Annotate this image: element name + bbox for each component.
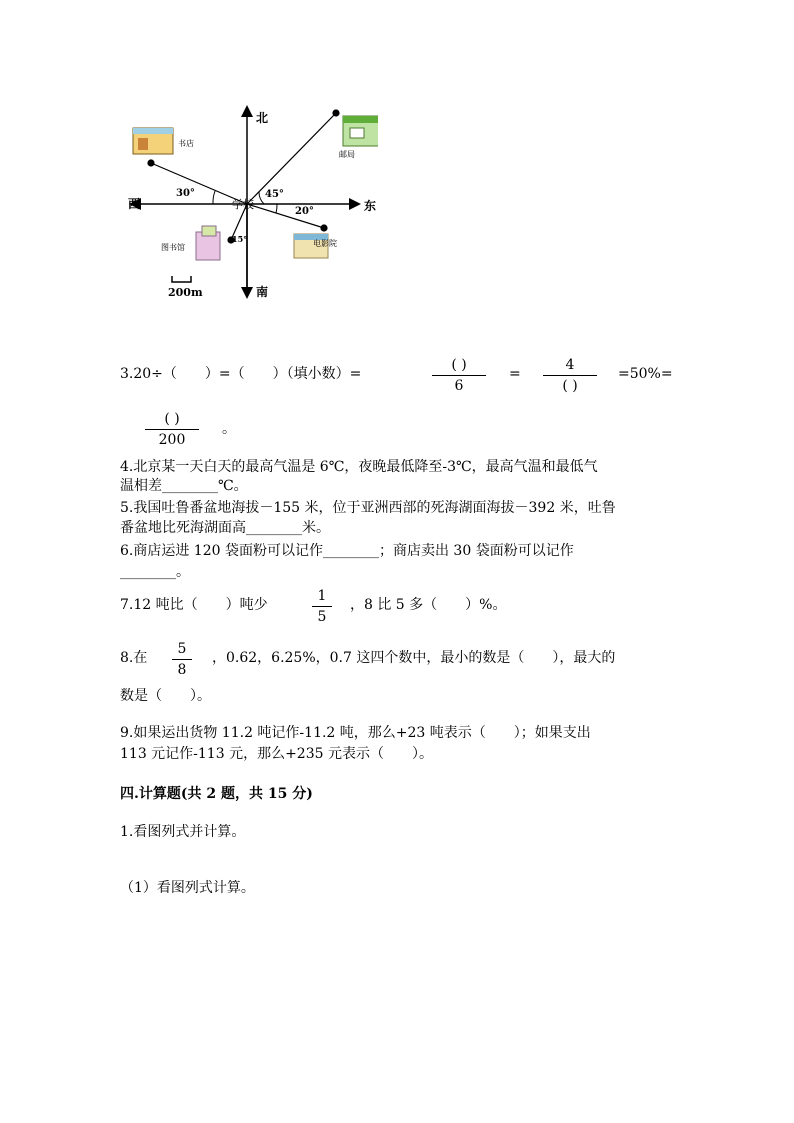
angle-45: 45° [265, 189, 284, 200]
q7-text-b: ，8 比 5 多（ ）%。 [350, 597, 507, 613]
q5-line2: 番盆地比死海湖面高________米。 [120, 520, 330, 536]
q4-line2: 温相差________℃。 [120, 478, 248, 494]
scale-label: 200m [168, 286, 203, 299]
south-label: 南 [256, 285, 269, 299]
q3-fraction-2: 4 ( ) [543, 356, 597, 395]
q7-fraction: 1 5 [312, 587, 332, 626]
section-4-heading: 四.计算题(共 2 题，共 15 分) [120, 786, 313, 802]
angle-15: 15° [232, 234, 248, 244]
q8-text-a: 8.在 [120, 650, 148, 666]
problem-1-1: （1）看图列式计算。 [120, 880, 255, 896]
angle-20: 20° [295, 206, 314, 217]
library-label: 图书馆 [161, 243, 185, 252]
q3-text: 3.20÷（ ）=（ ）（填小数）= [120, 366, 362, 382]
q8-text-b: ，0.62，6.25%，0.7 这四个数中，最小的数是（ ），最大的 [212, 650, 616, 666]
q4-line1: 4.北京某一天白天的最高气温是 6℃，夜晚最低降至-3℃，最高气温和最低气 [120, 459, 598, 475]
west-label: 西 [128, 197, 141, 211]
q3-tail: =50%= [618, 366, 673, 382]
q6-line1: 6.商店运进 120 袋面粉可以记作________；商店卖出 30 袋面粉可以记作 [120, 543, 574, 559]
problem-1: 1.看图列式并计算。 [120, 824, 246, 840]
q3-eq: = [509, 366, 521, 382]
angle-30: 30° [176, 188, 195, 199]
school-label: 学校 [232, 198, 254, 211]
q3-fraction-1: ( ) 6 [432, 356, 486, 395]
east-label: 东 [364, 199, 377, 213]
q3-fraction-3: ( ) 200 [145, 410, 199, 449]
bookstore-icon [133, 128, 173, 154]
post-label: 邮局 [339, 150, 355, 159]
q8-fraction: 5 8 [172, 640, 192, 679]
q7-text-a: 7.12 吨比（ ）吨少 [120, 597, 268, 613]
library-icon [196, 226, 220, 260]
q6-line2: ________。 [120, 564, 190, 580]
q3-end: 。 [222, 421, 236, 437]
q9-line2: 113 元记作-113 元，那么+235 元表示（ ）。 [120, 746, 433, 762]
post-office-icon [343, 116, 378, 146]
bookstore-label: 书店 [178, 139, 194, 148]
cinema-label: 电影院 [313, 239, 337, 248]
north-label: 北 [256, 111, 269, 125]
q8-line2: 数是（ ）。 [120, 688, 211, 704]
direction-map [118, 100, 378, 300]
q9-line1: 9.如果运出货物 11.2 吨记作-11.2 吨，那么+23 吨表示（ ）；如果支出 [120, 725, 591, 741]
q5-line1: 5.我国吐鲁番盆地海拔－155 米，位于亚洲西部的死海湖面海拔－392 米，吐鲁 [120, 500, 616, 516]
